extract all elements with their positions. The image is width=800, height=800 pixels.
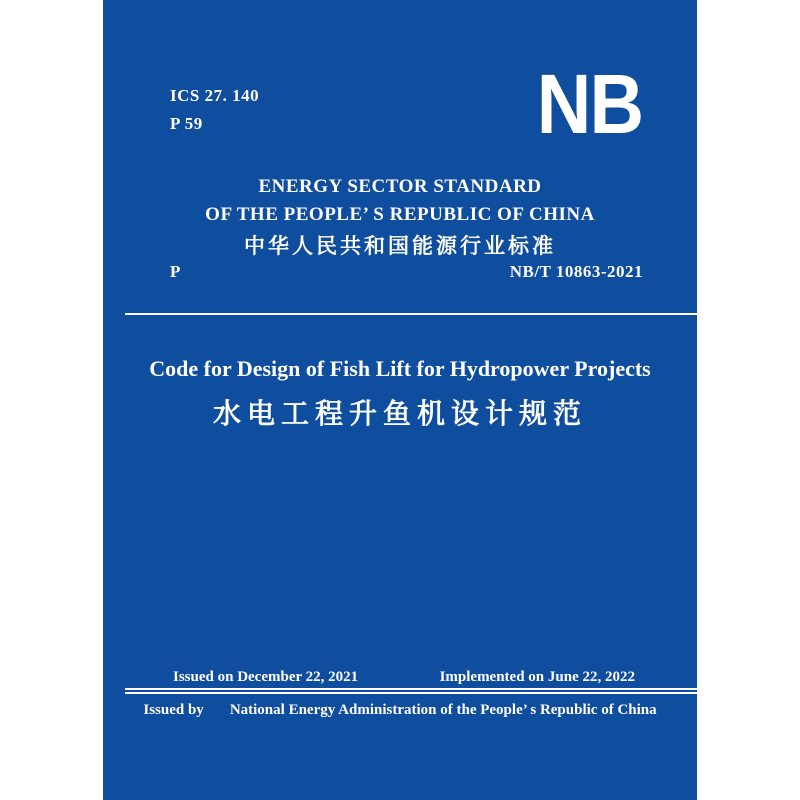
standard-cover-panel <box>103 0 697 800</box>
title-chinese: 水电工程升鱼机设计规范 <box>212 399 587 430</box>
issued-date: Issued on December 22, 2021 <box>173 669 359 685</box>
doc-number: NB/T 10863-2021 <box>509 262 643 281</box>
top-divider-line <box>125 313 697 315</box>
title-block <box>103 356 697 432</box>
dates-row <box>173 669 635 686</box>
issued-by-value: National Energy Administration of the People’ s Republic of China <box>229 702 657 718</box>
doc-class-letter: P <box>170 262 181 281</box>
bottom-double-line <box>125 688 697 694</box>
p-classification-code: P 59 <box>170 114 203 133</box>
issued-by-label: Issued by <box>143 702 204 718</box>
implemented-date: Implemented on June 22, 2022 <box>439 669 635 685</box>
header-en-line1: ENERGY SECTOR STANDARD <box>258 176 542 197</box>
header-en-line2: OF THE PEOPLE’ S REPUBLIC OF CHINA <box>205 204 595 225</box>
ics-block <box>170 82 259 138</box>
title-english: Code for Design of Fish Lift for Hydropower Projects <box>149 356 651 381</box>
ics-code: ICS 27. 140 <box>170 86 260 105</box>
standard-header <box>103 173 697 261</box>
nb-logo: NB <box>536 57 642 151</box>
header-zh: 中华人民共和国能源行业标准 <box>244 234 556 258</box>
doc-number-row <box>170 262 643 282</box>
issuer-row <box>103 701 697 719</box>
